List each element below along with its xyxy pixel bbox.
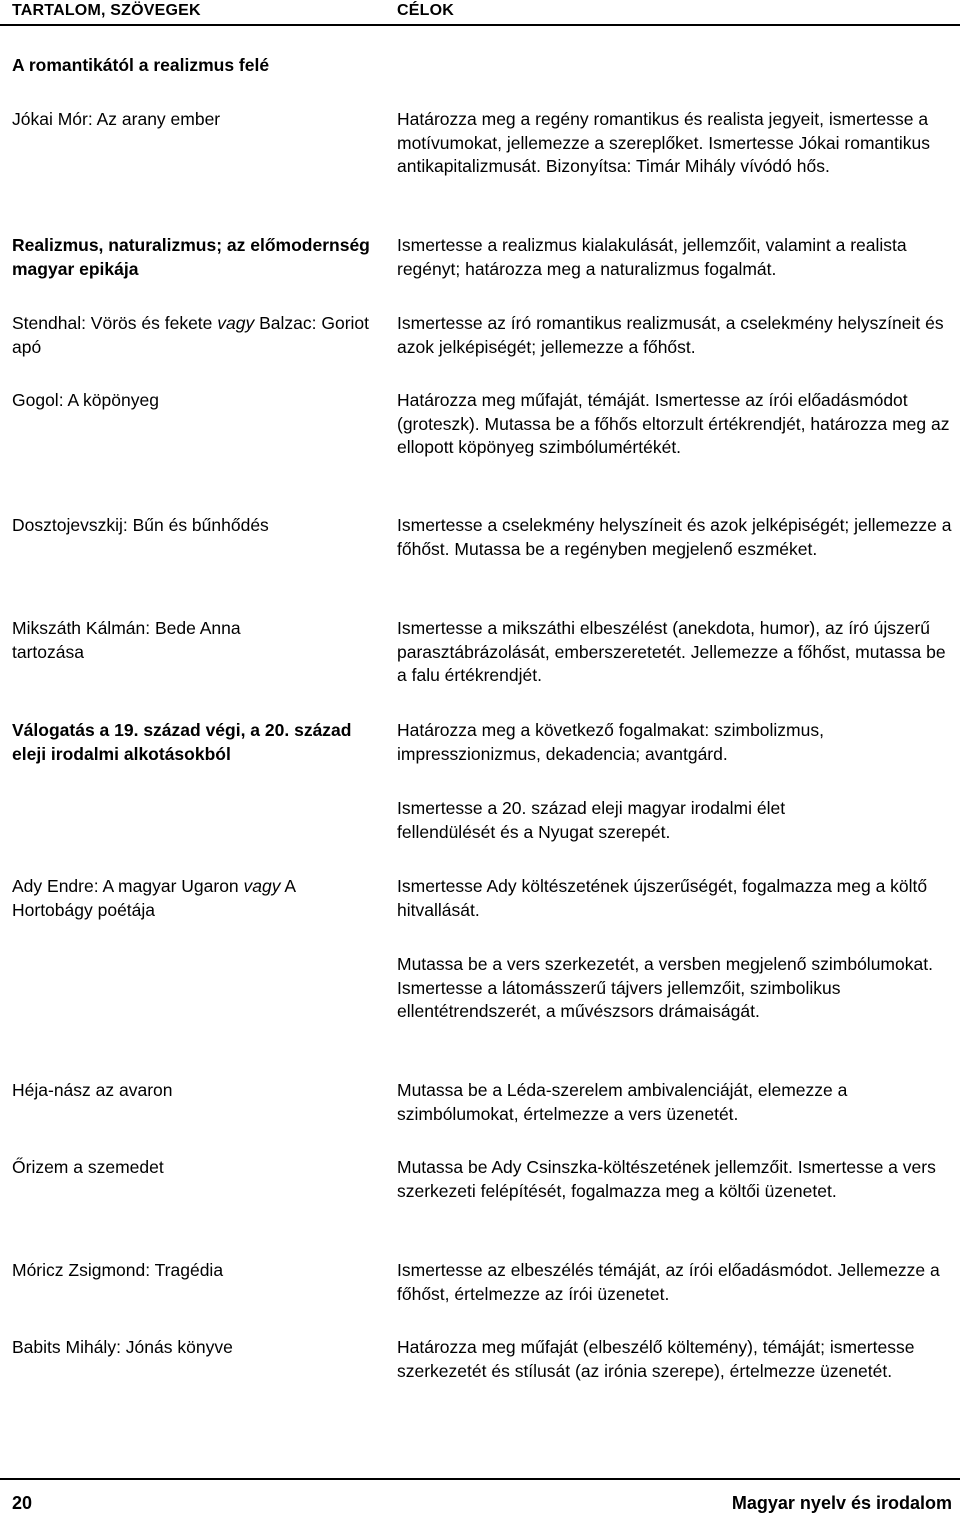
topic-mikszath: Mikszáth Kálmán: Bede Anna tartozása <box>12 618 241 662</box>
goal-dostoevsky: Ismertesse a cselekmény helyszíneit és azok jelképiségét; jellemezze a főhőst. Mutassa be a regényben megjelenő eszméket. <box>397 515 952 559</box>
or-label: vagy <box>217 313 255 333</box>
goal-nyugat: Ismertesse a 20. század eleji magyar irodalmi élet fellendülését és a Nyugat szerepét. <box>397 798 786 842</box>
section-title-romanticism: A romantikától a realizmus felé <box>12 55 270 75</box>
goal-orizem: Mutassa be Ady Csinszka-költészetének jellemzőit. Ismertesse a vers szerkezeti felépítését, fogalmazza meg a költői üzenetet. <box>397 1157 936 1201</box>
footer-subject: Magyar nyelv és irodalom <box>731 1493 952 1513</box>
goal-realism: Ismertesse a realizmus kialakulását, jellemzőit, valamint a realista regényt; határozza meg a naturalizmus fogalmát. <box>397 235 907 279</box>
goal-jokai: Határozza meg a regény romantikus és realista jegyeit, ismertesse a motívumokat, jellemezze a szereplőket. Ismertesse Jókai romantikus antikapitalizmusát. Bizonyítsa: Timár Mihály vívódó hős. <box>397 109 930 176</box>
goal-ady: Ismertesse Ady költészetének újszerűségét, fogalmazza meg a költő hitvallását. <box>397 876 928 920</box>
goal-selection: Határozza meg a következő fogalmakat: szimbolizmus, impresszionizmus, dekadencia; avantgárd. <box>397 720 824 764</box>
goal-mikszath: Ismertesse a mikszáthi elbeszélést (anekdota, humor), az író újszerű parasztábrázolását, emberszeretetét. Jellemezze a főhőst, mutassa be a falu értékrendjét. <box>397 618 946 685</box>
goal-heja-nasz: Mutassa be a Léda-szerelem ambivalenciáját, elemezze a szimbólumokat, értelmezze a vers üzenetét. <box>397 1080 848 1124</box>
goal-moricz: Ismertesse az elbeszélés témáját, az írói előadásmódot. Jellemezze a főhőst, értelmezze az írói üzenetet. <box>397 1260 940 1304</box>
topic-dostoevsky: Dosztojevszkij: Bűn és bűnhődés <box>12 515 269 535</box>
header-goals-column: CÉLOK <box>397 2 454 19</box>
topic-orizem: Őrizem a szemedet <box>12 1157 164 1177</box>
topic-ady-hortobagy: A Hortobágy poétája <box>12 876 296 920</box>
section-title-realism: Realizmus, naturalizmus; az előmodernség magyar epikája <box>12 235 370 279</box>
section-title-selection: Válogatás a 19. század végi, a 20. század eleji irodalmi alkotásokból <box>12 720 352 764</box>
topic-heja-nasz: Héja-nász az avaron <box>12 1080 173 1100</box>
topic-babits: Babits Mihály: Jónás könyve <box>12 1337 233 1357</box>
or-label: vagy <box>243 876 281 896</box>
topic-ady-ugaron: Ady Endre: A magyar Ugaron <box>12 876 244 896</box>
header-content-column: TARTALOM, SZÖVEGEK <box>12 2 201 19</box>
goal-stendhal-balzac: Ismertesse az író romantikus realizmusát, a cselekmény helyszíneit és azok jelképiségét; jellemezze a főhőst. <box>397 313 944 357</box>
topic-jokai: Jókai Mór: Az arany ember <box>12 109 221 129</box>
goal-babits: Határozza meg műfaját (elbeszélő költemény), témáját; ismertesse szerkezetét és stílusát (az irónia szerepe), értelmezze üzenetét. <box>397 1337 915 1381</box>
goal-gogol: Határozza meg műfaját, témáját. Ismertesse az írói előadásmódot (groteszk). Mutassa be a főhős eltorzult értékrendjét, határozza meg az ellopott köpönyeg szimbólumértékét. <box>397 390 950 457</box>
footer-divider <box>0 1478 960 1480</box>
table-header <box>0 0 960 26</box>
topic-balzac: Balzac: Goriot apó <box>12 313 370 357</box>
goal-ady-poem: Mutassa be a vers szerkezetét, a versben megjelenő szimbólumokat. Ismertesse a látomásszerű tájvers jellemzőit, szimbolikus ellentétrendszerét, a művészsors drámaiságát. <box>397 954 933 1021</box>
topic-stendhal: Stendhal: Vörös és fekete <box>12 313 218 333</box>
topic-ady <box>12 875 367 922</box>
page-number: 20 <box>12 1493 33 1513</box>
topic-moricz: Móricz Zsigmond: Tragédia <box>12 1260 224 1280</box>
topic-stendhal-balzac <box>12 312 372 359</box>
topic-gogol: Gogol: A köpönyeg <box>12 390 159 410</box>
